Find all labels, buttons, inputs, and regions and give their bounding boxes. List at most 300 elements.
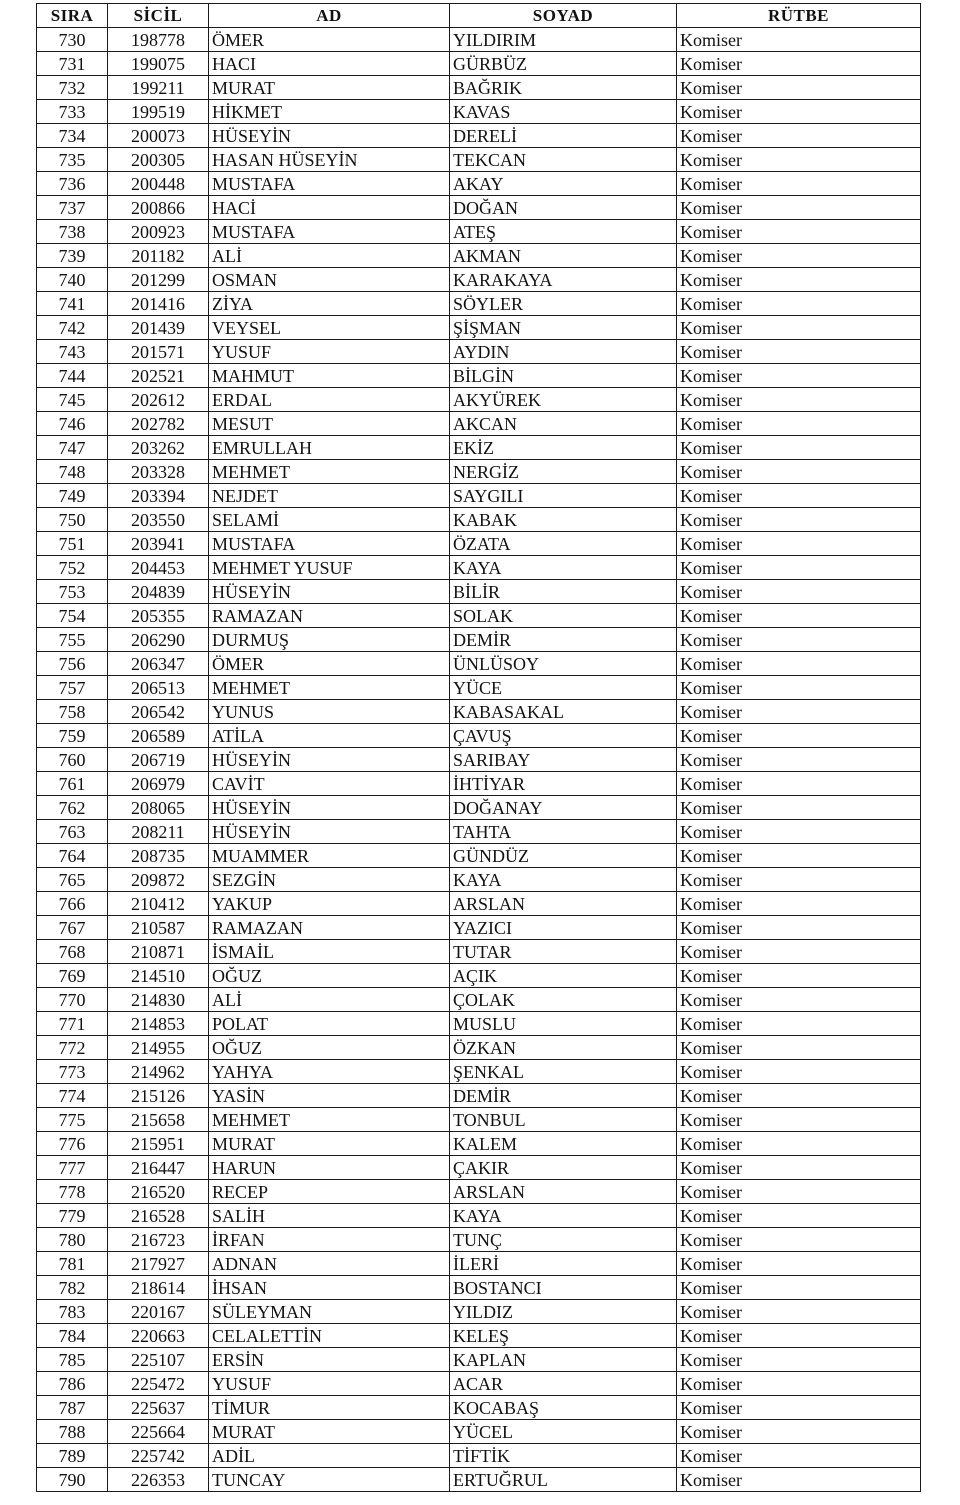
cell-sicil: 202782 <box>108 412 209 436</box>
table-row <box>37 964 921 988</box>
table-row <box>37 748 921 772</box>
cell-soyad: AYDIN <box>450 340 677 364</box>
cell-sira: 738 <box>37 220 108 244</box>
table-row <box>37 628 921 652</box>
cell-rutbe: Komiser <box>677 796 921 820</box>
cell-sira: 769 <box>37 964 108 988</box>
cell-soyad: YILDIRIM <box>450 28 677 52</box>
cell-sira: 733 <box>37 100 108 124</box>
cell-soyad: BAĞRIK <box>450 76 677 100</box>
table-row <box>37 196 921 220</box>
table-row <box>37 124 921 148</box>
cell-rutbe: Komiser <box>677 436 921 460</box>
cell-soyad: DEMİR <box>450 1084 677 1108</box>
cell-sicil: 201299 <box>108 268 209 292</box>
cell-soyad: ŞENKAL <box>450 1060 677 1084</box>
cell-soyad: KABASAKAL <box>450 700 677 724</box>
cell-rutbe: Komiser <box>677 676 921 700</box>
cell-soyad: YÜCE <box>450 676 677 700</box>
cell-sira: 752 <box>37 556 108 580</box>
cell-rutbe: Komiser <box>677 484 921 508</box>
cell-soyad: SOLAK <box>450 604 677 628</box>
cell-soyad: DEMİR <box>450 628 677 652</box>
header-soyad: SOYAD <box>450 4 677 28</box>
cell-sicil: 203941 <box>108 532 209 556</box>
cell-sicil: 206719 <box>108 748 209 772</box>
cell-sira: 771 <box>37 1012 108 1036</box>
cell-sira: 758 <box>37 700 108 724</box>
cell-rutbe: Komiser <box>677 1108 921 1132</box>
cell-soyad: AKMAN <box>450 244 677 268</box>
cell-sira: 760 <box>37 748 108 772</box>
table-row <box>37 52 921 76</box>
table-row <box>37 1324 921 1348</box>
cell-sira: 730 <box>37 28 108 52</box>
cell-soyad: TUNÇ <box>450 1228 677 1252</box>
cell-soyad: AKCAN <box>450 412 677 436</box>
cell-rutbe: Komiser <box>677 1252 921 1276</box>
cell-ad: İHSAN <box>209 1276 450 1300</box>
cell-ad: SEZGİN <box>209 868 450 892</box>
table-row <box>37 1012 921 1036</box>
cell-sira: 750 <box>37 508 108 532</box>
cell-rutbe: Komiser <box>677 1396 921 1420</box>
cell-soyad: ATEŞ <box>450 220 677 244</box>
cell-sicil: 215951 <box>108 1132 209 1156</box>
cell-sira: 786 <box>37 1372 108 1396</box>
cell-ad: HİKMET <box>209 100 450 124</box>
cell-sicil: 206589 <box>108 724 209 748</box>
cell-soyad: AKYÜREK <box>450 388 677 412</box>
cell-ad: MESUT <box>209 412 450 436</box>
cell-sira: 780 <box>37 1228 108 1252</box>
cell-sicil: 199075 <box>108 52 209 76</box>
table-row <box>37 268 921 292</box>
personnel-table <box>36 3 921 1492</box>
cell-rutbe: Komiser <box>677 1180 921 1204</box>
cell-ad: POLAT <box>209 1012 450 1036</box>
cell-ad: ERDAL <box>209 388 450 412</box>
table-header <box>37 4 921 28</box>
cell-rutbe: Komiser <box>677 724 921 748</box>
cell-ad: HACİ <box>209 196 450 220</box>
cell-sicil: 210587 <box>108 916 209 940</box>
cell-rutbe: Komiser <box>677 748 921 772</box>
cell-rutbe: Komiser <box>677 340 921 364</box>
cell-sira: 757 <box>37 676 108 700</box>
cell-rutbe: Komiser <box>677 220 921 244</box>
table-row <box>37 28 921 52</box>
cell-rutbe: Komiser <box>677 508 921 532</box>
table-row <box>37 1060 921 1084</box>
cell-sicil: 225107 <box>108 1348 209 1372</box>
cell-rutbe: Komiser <box>677 652 921 676</box>
cell-soyad: YILDIZ <box>450 1300 677 1324</box>
table-row <box>37 1252 921 1276</box>
cell-soyad: TAHTA <box>450 820 677 844</box>
cell-rutbe: Komiser <box>677 1276 921 1300</box>
cell-rutbe: Komiser <box>677 892 921 916</box>
cell-sicil: 215126 <box>108 1084 209 1108</box>
table-row <box>37 364 921 388</box>
cell-sicil: 208211 <box>108 820 209 844</box>
cell-sira: 747 <box>37 436 108 460</box>
cell-soyad: ÇAKIR <box>450 1156 677 1180</box>
cell-sicil: 210871 <box>108 940 209 964</box>
cell-soyad: MUSLU <box>450 1012 677 1036</box>
cell-rutbe: Komiser <box>677 28 921 52</box>
cell-sira: 765 <box>37 868 108 892</box>
cell-ad: ALİ <box>209 244 450 268</box>
cell-rutbe: Komiser <box>677 1348 921 1372</box>
table-row <box>37 1468 921 1492</box>
cell-sira: 749 <box>37 484 108 508</box>
cell-soyad: KAYA <box>450 556 677 580</box>
cell-sira: 787 <box>37 1396 108 1420</box>
cell-sira: 785 <box>37 1348 108 1372</box>
cell-rutbe: Komiser <box>677 388 921 412</box>
cell-ad: MEHMET <box>209 460 450 484</box>
cell-ad: YUNUS <box>209 700 450 724</box>
table-row <box>37 1444 921 1468</box>
cell-sira: 734 <box>37 124 108 148</box>
cell-ad: DURMUŞ <box>209 628 450 652</box>
cell-soyad: BİLGİN <box>450 364 677 388</box>
cell-sira: 739 <box>37 244 108 268</box>
table-row <box>37 1108 921 1132</box>
cell-rutbe: Komiser <box>677 364 921 388</box>
cell-ad: HÜSEYİN <box>209 748 450 772</box>
cell-soyad: KALEM <box>450 1132 677 1156</box>
cell-sicil: 203394 <box>108 484 209 508</box>
cell-sira: 746 <box>37 412 108 436</box>
cell-sicil: 226353 <box>108 1468 209 1492</box>
cell-sira: 753 <box>37 580 108 604</box>
cell-ad: ALİ <box>209 988 450 1012</box>
cell-rutbe: Komiser <box>677 1372 921 1396</box>
cell-rutbe: Komiser <box>677 556 921 580</box>
cell-sira: 775 <box>37 1108 108 1132</box>
cell-soyad: KARAKAYA <box>450 268 677 292</box>
cell-rutbe: Komiser <box>677 964 921 988</box>
cell-rutbe: Komiser <box>677 1132 921 1156</box>
cell-rutbe: Komiser <box>677 1036 921 1060</box>
cell-soyad: KELEŞ <box>450 1324 677 1348</box>
cell-ad: ÖMER <box>209 652 450 676</box>
table-row <box>37 220 921 244</box>
cell-sira: 770 <box>37 988 108 1012</box>
cell-soyad: ARSLAN <box>450 892 677 916</box>
cell-ad: SÜLEYMAN <box>209 1300 450 1324</box>
cell-ad: RAMAZAN <box>209 916 450 940</box>
cell-rutbe: Komiser <box>677 196 921 220</box>
cell-rutbe: Komiser <box>677 52 921 76</box>
cell-ad: MUSTAFA <box>209 220 450 244</box>
table-row <box>37 868 921 892</box>
cell-ad: HÜSEYİN <box>209 820 450 844</box>
cell-ad: ADNAN <box>209 1252 450 1276</box>
cell-rutbe: Komiser <box>677 1060 921 1084</box>
cell-ad: İSMAİL <box>209 940 450 964</box>
cell-rutbe: Komiser <box>677 1300 921 1324</box>
cell-rutbe: Komiser <box>677 76 921 100</box>
cell-soyad: YAZICI <box>450 916 677 940</box>
cell-sira: 741 <box>37 292 108 316</box>
cell-sira: 732 <box>37 76 108 100</box>
table-row <box>37 508 921 532</box>
table-row <box>37 292 921 316</box>
cell-sicil: 203262 <box>108 436 209 460</box>
table-row <box>37 676 921 700</box>
cell-sicil: 210412 <box>108 892 209 916</box>
cell-ad: ATİLA <box>209 724 450 748</box>
cell-rutbe: Komiser <box>677 148 921 172</box>
cell-ad: YUSUF <box>209 1372 450 1396</box>
cell-ad: MAHMUT <box>209 364 450 388</box>
cell-rutbe: Komiser <box>677 1420 921 1444</box>
cell-ad: ZİYA <box>209 292 450 316</box>
table-row <box>37 820 921 844</box>
cell-sira: 774 <box>37 1084 108 1108</box>
cell-sira: 788 <box>37 1420 108 1444</box>
cell-ad: ADİL <box>209 1444 450 1468</box>
cell-sicil: 214962 <box>108 1060 209 1084</box>
table-row <box>37 796 921 820</box>
cell-sira: 761 <box>37 772 108 796</box>
cell-rutbe: Komiser <box>677 460 921 484</box>
cell-soyad: BOSTANCI <box>450 1276 677 1300</box>
table-row <box>37 604 921 628</box>
cell-ad: TİMUR <box>209 1396 450 1420</box>
table-row <box>37 1276 921 1300</box>
cell-sicil: 199211 <box>108 76 209 100</box>
cell-soyad: AÇIK <box>450 964 677 988</box>
cell-rutbe: Komiser <box>677 580 921 604</box>
cell-soyad: KABAK <box>450 508 677 532</box>
cell-ad: HACI <box>209 52 450 76</box>
cell-ad: YUSUF <box>209 340 450 364</box>
cell-ad: MURAT <box>209 1132 450 1156</box>
table-row <box>37 1372 921 1396</box>
cell-sicil: 225742 <box>108 1444 209 1468</box>
cell-sicil: 209872 <box>108 868 209 892</box>
cell-sira: 781 <box>37 1252 108 1276</box>
cell-sicil: 218614 <box>108 1276 209 1300</box>
cell-soyad: KAPLAN <box>450 1348 677 1372</box>
cell-soyad: TUTAR <box>450 940 677 964</box>
cell-sicil: 203328 <box>108 460 209 484</box>
cell-sira: 755 <box>37 628 108 652</box>
cell-rutbe: Komiser <box>677 1204 921 1228</box>
cell-sira: 768 <box>37 940 108 964</box>
cell-sira: 783 <box>37 1300 108 1324</box>
cell-soyad: ACAR <box>450 1372 677 1396</box>
cell-sicil: 217927 <box>108 1252 209 1276</box>
cell-soyad: ŞİŞMAN <box>450 316 677 340</box>
table-row <box>37 652 921 676</box>
cell-sicil: 201571 <box>108 340 209 364</box>
table-row <box>37 172 921 196</box>
cell-sicil: 214830 <box>108 988 209 1012</box>
cell-soyad: ERTUĞRUL <box>450 1468 677 1492</box>
cell-ad: MEHMET <box>209 676 450 700</box>
header-ad: AD <box>209 4 450 28</box>
cell-soyad: DERELİ <box>450 124 677 148</box>
cell-soyad: ÇAVUŞ <box>450 724 677 748</box>
cell-ad: CAVİT <box>209 772 450 796</box>
cell-sira: 737 <box>37 196 108 220</box>
cell-rutbe: Komiser <box>677 1228 921 1252</box>
cell-ad: YAKUP <box>209 892 450 916</box>
cell-ad: OSMAN <box>209 268 450 292</box>
cell-sira: 754 <box>37 604 108 628</box>
table-row <box>37 340 921 364</box>
cell-rutbe: Komiser <box>677 1468 921 1492</box>
cell-sira: 763 <box>37 820 108 844</box>
cell-sicil: 208065 <box>108 796 209 820</box>
table-row <box>37 1156 921 1180</box>
table-row <box>37 700 921 724</box>
cell-rutbe: Komiser <box>677 628 921 652</box>
table-row <box>37 532 921 556</box>
cell-sira: 766 <box>37 892 108 916</box>
table-row <box>37 940 921 964</box>
cell-sicil: 208735 <box>108 844 209 868</box>
cell-soyad: KAVAS <box>450 100 677 124</box>
table-row <box>37 76 921 100</box>
cell-sira: 777 <box>37 1156 108 1180</box>
cell-sira: 764 <box>37 844 108 868</box>
cell-rutbe: Komiser <box>677 292 921 316</box>
cell-ad: MURAT <box>209 1420 450 1444</box>
cell-rutbe: Komiser <box>677 1324 921 1348</box>
cell-soyad: DOĞAN <box>450 196 677 220</box>
cell-sicil: 204839 <box>108 580 209 604</box>
cell-rutbe: Komiser <box>677 940 921 964</box>
cell-ad: YAHYA <box>209 1060 450 1084</box>
table-row <box>37 1300 921 1324</box>
cell-rutbe: Komiser <box>677 268 921 292</box>
table-row <box>37 724 921 748</box>
cell-ad: MEHMET <box>209 1108 450 1132</box>
cell-sira: 776 <box>37 1132 108 1156</box>
cell-sicil: 220663 <box>108 1324 209 1348</box>
cell-sicil: 203550 <box>108 508 209 532</box>
table-row <box>37 988 921 1012</box>
cell-sicil: 216447 <box>108 1156 209 1180</box>
cell-sira: 790 <box>37 1468 108 1492</box>
cell-soyad: SÖYLER <box>450 292 677 316</box>
cell-ad: HASAN HÜSEYİN <box>209 148 450 172</box>
cell-sira: 736 <box>37 172 108 196</box>
table-row <box>37 244 921 268</box>
table-row <box>37 844 921 868</box>
cell-sira: 743 <box>37 340 108 364</box>
cell-sicil: 200866 <box>108 196 209 220</box>
cell-ad: OĞUZ <box>209 964 450 988</box>
cell-sicil: 214955 <box>108 1036 209 1060</box>
table-row <box>37 1036 921 1060</box>
table-row <box>37 916 921 940</box>
cell-soyad: ÇOLAK <box>450 988 677 1012</box>
cell-ad: MUSTAFA <box>209 172 450 196</box>
cell-rutbe: Komiser <box>677 1444 921 1468</box>
cell-sira: 782 <box>37 1276 108 1300</box>
table-row <box>37 1132 921 1156</box>
cell-ad: ÖMER <box>209 28 450 52</box>
cell-rutbe: Komiser <box>677 820 921 844</box>
cell-sicil: 206290 <box>108 628 209 652</box>
cell-sira: 744 <box>37 364 108 388</box>
cell-soyad: KAYA <box>450 868 677 892</box>
cell-rutbe: Komiser <box>677 1084 921 1108</box>
cell-soyad: TEKCAN <box>450 148 677 172</box>
table-row <box>37 388 921 412</box>
cell-soyad: DOĞANAY <box>450 796 677 820</box>
cell-ad: NEJDET <box>209 484 450 508</box>
table-row <box>37 148 921 172</box>
cell-sira: 779 <box>37 1204 108 1228</box>
cell-sicil: 225637 <box>108 1396 209 1420</box>
table-row <box>37 484 921 508</box>
cell-sira: 756 <box>37 652 108 676</box>
cell-soyad: AKAY <box>450 172 677 196</box>
cell-ad: RECEP <box>209 1180 450 1204</box>
table-row <box>37 892 921 916</box>
cell-sicil: 198778 <box>108 28 209 52</box>
cell-sicil: 201439 <box>108 316 209 340</box>
cell-rutbe: Komiser <box>677 700 921 724</box>
header-sicil: SİCİL <box>108 4 209 28</box>
cell-rutbe: Komiser <box>677 772 921 796</box>
table-row <box>37 100 921 124</box>
table-row <box>37 316 921 340</box>
cell-sira: 735 <box>37 148 108 172</box>
cell-soyad: TİFTİK <box>450 1444 677 1468</box>
cell-sicil: 216520 <box>108 1180 209 1204</box>
cell-sira: 762 <box>37 796 108 820</box>
cell-soyad: NERGİZ <box>450 460 677 484</box>
cell-sira: 778 <box>37 1180 108 1204</box>
cell-sicil: 206542 <box>108 700 209 724</box>
cell-ad: MUAMMER <box>209 844 450 868</box>
cell-soyad: ÖZATA <box>450 532 677 556</box>
cell-ad: MUSTAFA <box>209 532 450 556</box>
cell-rutbe: Komiser <box>677 916 921 940</box>
cell-rutbe: Komiser <box>677 100 921 124</box>
cell-sicil: 200073 <box>108 124 209 148</box>
cell-sicil: 201182 <box>108 244 209 268</box>
cell-ad: ERSİN <box>209 1348 450 1372</box>
cell-sira: 772 <box>37 1036 108 1060</box>
cell-sicil: 205355 <box>108 604 209 628</box>
cell-ad: YASİN <box>209 1084 450 1108</box>
cell-soyad: ÜNLÜSOY <box>450 652 677 676</box>
cell-soyad: ARSLAN <box>450 1180 677 1204</box>
cell-ad: HARUN <box>209 1156 450 1180</box>
table-row <box>37 556 921 580</box>
cell-soyad: BİLİR <box>450 580 677 604</box>
cell-soyad: GÜRBÜZ <box>450 52 677 76</box>
cell-sicil: 220167 <box>108 1300 209 1324</box>
cell-sicil: 215658 <box>108 1108 209 1132</box>
cell-rutbe: Komiser <box>677 316 921 340</box>
cell-ad: SALİH <box>209 1204 450 1228</box>
table-row <box>37 1180 921 1204</box>
cell-sira: 748 <box>37 460 108 484</box>
cell-rutbe: Komiser <box>677 844 921 868</box>
cell-sicil: 201416 <box>108 292 209 316</box>
